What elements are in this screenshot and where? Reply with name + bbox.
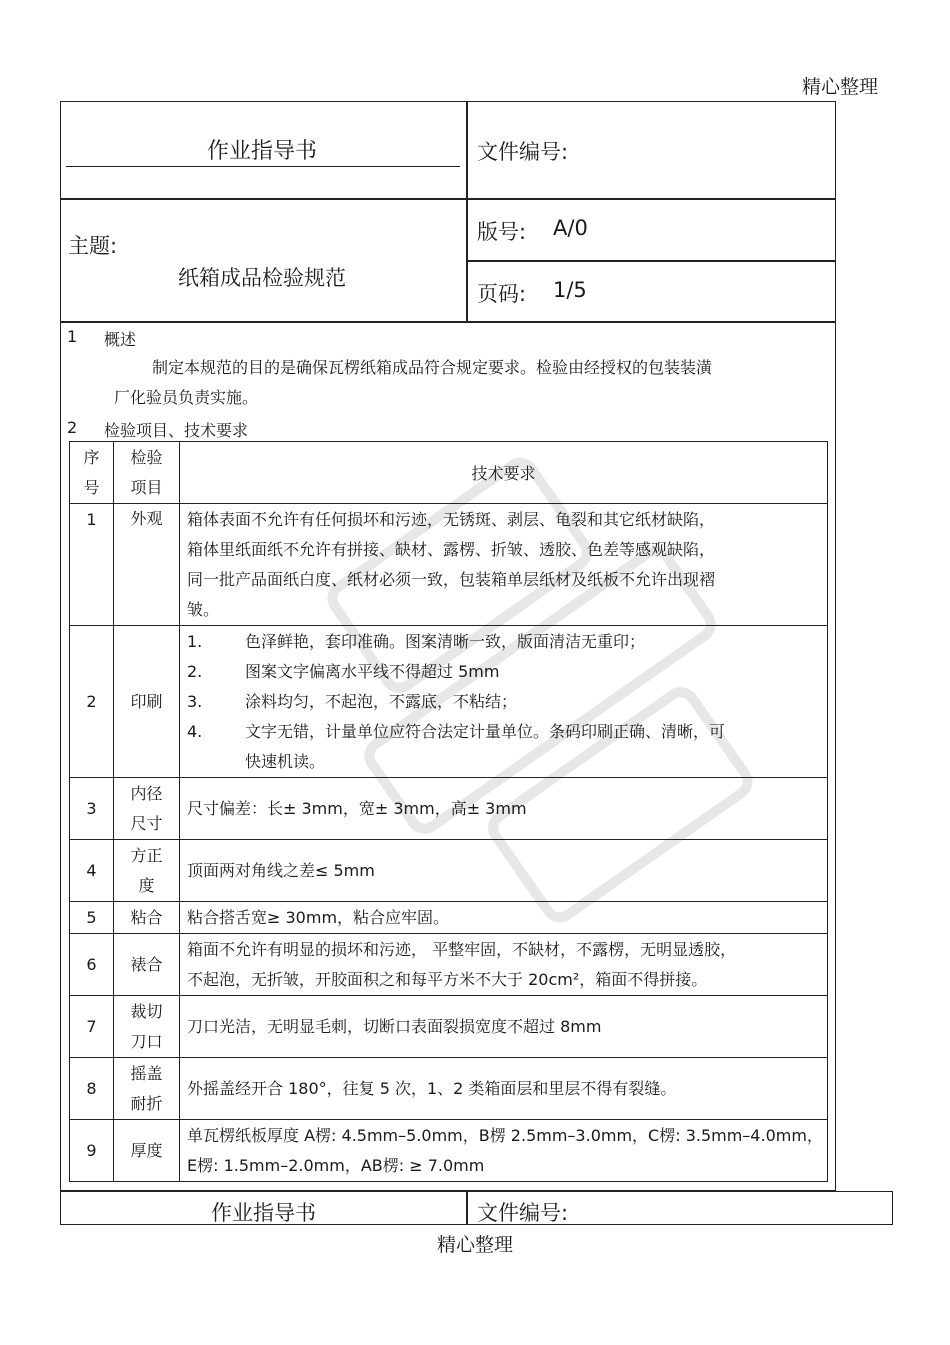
table-row — [70, 626, 828, 778]
header-divider-2 — [466, 260, 836, 262]
page-label: 页码: — [477, 282, 527, 306]
table-row — [70, 996, 828, 1058]
row-item: 印刷 — [114, 626, 180, 778]
row-requirement: 1. 色泽鲜艳，套印准确。图案清晰一致，版面清洁无重印； 2. 图案文字偏离水平线不得超过 5mm 3. 涂料均匀，不起泡，不露底，不粘结； 4. 文字无错，计量单位应符合法定计量单位。条码印刷正确、清晰，可 快速机读。 — [180, 626, 828, 778]
footer-doc-number-label: 文件编号: — [477, 1201, 569, 1225]
table-row — [70, 934, 828, 996]
page-value: 1/5 — [553, 278, 587, 302]
row-requirement: 粘合搭舌宽≥ 30mm，粘合应牢固。 — [180, 902, 828, 934]
row-item: 粘合 — [114, 902, 180, 934]
subject-value: 纸箱成品检验规范 — [178, 266, 346, 290]
title-underline — [66, 166, 460, 167]
section-1-title: 概述 — [104, 330, 137, 349]
section-2-number: 2 — [67, 418, 78, 437]
row-number: 1 — [70, 504, 114, 626]
row-requirement: 尺寸偏差：长± 3mm，宽± 3mm，高± 3mm — [180, 778, 828, 840]
doc-number-label: 文件编号: — [477, 140, 569, 164]
numbered-line: 4. 文字无错，计量单位应符合法定计量单位。条码印刷正确、清晰，可 — [187, 721, 726, 741]
inspection-table — [69, 441, 828, 1182]
row-item: 裁切 刀口 — [114, 996, 180, 1058]
footer-title: 作业指导书 — [211, 1201, 316, 1225]
subject-label: 主题: — [68, 234, 118, 258]
table-row — [70, 840, 828, 902]
row-requirement: 顶面两对角线之差≤ 5mm — [180, 840, 828, 902]
row-number: 6 — [70, 934, 114, 996]
row-item: 内径 尺寸 — [114, 778, 180, 840]
section-1-number: 1 — [67, 327, 78, 346]
header-no: 序 号 — [70, 442, 114, 504]
row-number: 2 — [70, 626, 114, 778]
page-bottom-note: 精心整理 — [436, 1234, 513, 1256]
table-header-row — [70, 442, 828, 504]
row-number: 3 — [70, 778, 114, 840]
numbered-line: 2. 图案文字偏离水平线不得超过 5mm — [187, 661, 500, 681]
header-requirement: 技术要求 — [180, 442, 828, 504]
header-divider-vertical — [466, 101, 468, 321]
table-row — [70, 778, 828, 840]
footer-divider — [466, 1191, 468, 1225]
page-top-note: 精心整理 — [801, 76, 878, 98]
row-requirement: 刀口光洁，无明显毛刺，切断口表面裂损宽度不超过 8mm — [180, 996, 828, 1058]
row-number: 9 — [70, 1120, 114, 1182]
row-number: 5 — [70, 902, 114, 934]
table-row — [70, 902, 828, 934]
doc-title: 作业指导书 — [206, 139, 317, 164]
row-number: 4 — [70, 840, 114, 902]
row-requirement: 外摇盖经开合 180°，往复 5 次，1、2 类箱面层和里层不得有裂缝。 — [180, 1058, 828, 1120]
header-divider-3 — [60, 321, 836, 323]
row-item: 摇盖 耐折 — [114, 1058, 180, 1120]
row-item: 外观 — [114, 504, 180, 626]
section-1-text-line-2: 厂化验员负责实施。 — [114, 388, 259, 407]
row-requirement: 单瓦楞纸板厚度 A楞: 4.5mm–5.0mm，B楞 2.5mm–3.0mm，C楞: 3.5mm–4.0mm， E楞: 1.5mm–2.0mm，AB楞: ≥ 7.0mm — [180, 1120, 828, 1182]
numbered-line: 1. 色泽鲜艳，套印准确。图案清晰一致，版面清洁无重印； — [187, 631, 646, 651]
row-item: 裱合 — [114, 934, 180, 996]
table-row — [70, 504, 828, 626]
section-1-text-line-1: 制定本规范的目的是确保瓦楞纸箱成品符合规定要求。检验由经授权的包装装潢 — [152, 358, 713, 377]
row-requirement: 箱体表面不允许有任何损坏和污迹，无锈斑、剥层、龟裂和其它纸材缺陷， 箱体里纸面纸不允许有拼接、缺材、露楞、折皱、透胶、色差等感观缺陷， 同一批产品面纸白度、纸材必须一致，包装箱单层纸材及纸板不允许出现褶 皱。 — [180, 504, 828, 626]
version-value: A/0 — [553, 216, 588, 240]
row-number: 8 — [70, 1058, 114, 1120]
numbered-line: 3. 涂料均匀，不起泡，不露底，不粘结； — [187, 691, 518, 711]
row-item: 方正 度 — [114, 840, 180, 902]
row-number: 7 — [70, 996, 114, 1058]
version-label: 版号: — [477, 220, 527, 244]
header-item: 检验 项目 — [114, 442, 180, 504]
header-divider-1 — [60, 198, 836, 200]
row-requirement: 箱面不允许有明显的损坏和污迹， 平整牢固，不缺材，不露楞，无明显透胶， 不起泡，无折皱，开胶面积之和每平方米不大于 20cm²，箱面不得拼接。 — [180, 934, 828, 996]
row-item: 厚度 — [114, 1120, 180, 1182]
table-row — [70, 1120, 828, 1182]
section-2-title: 检验项目、技术要求 — [104, 421, 249, 440]
table-row — [70, 1058, 828, 1120]
